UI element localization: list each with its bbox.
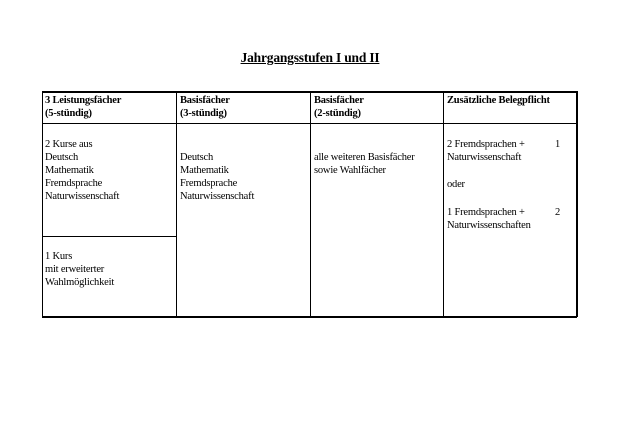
- header-belegpflicht: [447, 94, 550, 107]
- header-basisfaecher-3: [180, 94, 230, 120]
- header-basisfaecher-2: [314, 94, 364, 120]
- header-line: (2-stündig): [314, 108, 361, 119]
- table-left-border: [42, 91, 43, 317]
- cell-line: Naturwissenschaft: [45, 191, 120, 202]
- cell-line: Naturwissenschaft: [180, 191, 255, 202]
- cell-line: 1 Fremdsprachen +: [447, 207, 525, 218]
- col4-separator: [447, 178, 465, 191]
- cell-line: Deutsch: [45, 152, 79, 163]
- cell-line: 1 Kurs: [45, 251, 73, 262]
- header-line: 3 Leistungsfächer: [45, 95, 122, 106]
- option-1-number: 1: [555, 139, 561, 150]
- cell-line: oder: [447, 179, 465, 190]
- col3-cell: [314, 151, 415, 177]
- col4-option-2: [447, 206, 531, 232]
- cell-line: Mathematik: [180, 165, 229, 176]
- header-line: Basisfächer: [180, 95, 230, 106]
- subject-table: [42, 91, 577, 317]
- cell-line: Deutsch: [180, 152, 214, 163]
- column-divider-1: [176, 91, 177, 317]
- cell-line: Wahlmöglichkeit: [45, 277, 115, 288]
- cell-line: 2 Kurse aus: [45, 139, 93, 150]
- cell-line: Fremdsprache: [180, 178, 238, 189]
- cell-line: Naturwissenschaften: [447, 220, 531, 231]
- col1-bottom-cell: [45, 250, 114, 289]
- column-divider-3: [443, 91, 444, 317]
- option-2-number: 2: [555, 207, 561, 218]
- page-title: Jahrgangsstufen I und II: [240, 50, 380, 65]
- header-line: (3-stündig): [180, 108, 227, 119]
- cell-line: sowie Wahlfächer: [314, 165, 386, 176]
- cell-line: alle weiteren Basisfächer: [314, 152, 415, 163]
- header-leistungsfaecher: [45, 94, 121, 120]
- cell-line: Mathematik: [45, 165, 94, 176]
- table-right-border: [576, 91, 578, 317]
- cell-line: mit erweiterter: [45, 264, 105, 275]
- header-line: Zusätzliche Belegpflicht: [447, 95, 550, 106]
- header-line: Basisfächer: [314, 95, 364, 106]
- cell-line: 2 Fremdsprachen +: [447, 139, 525, 150]
- header-line: (5-stündig): [45, 108, 92, 119]
- col1-divider: [42, 236, 176, 237]
- col1-top-cell: [45, 138, 119, 203]
- cell-line: Fremdsprache: [45, 178, 103, 189]
- column-divider-2: [310, 91, 311, 317]
- col2-cell: [180, 151, 254, 203]
- col4-option-1: [447, 138, 525, 164]
- cell-line: Naturwissenschaft: [447, 152, 522, 163]
